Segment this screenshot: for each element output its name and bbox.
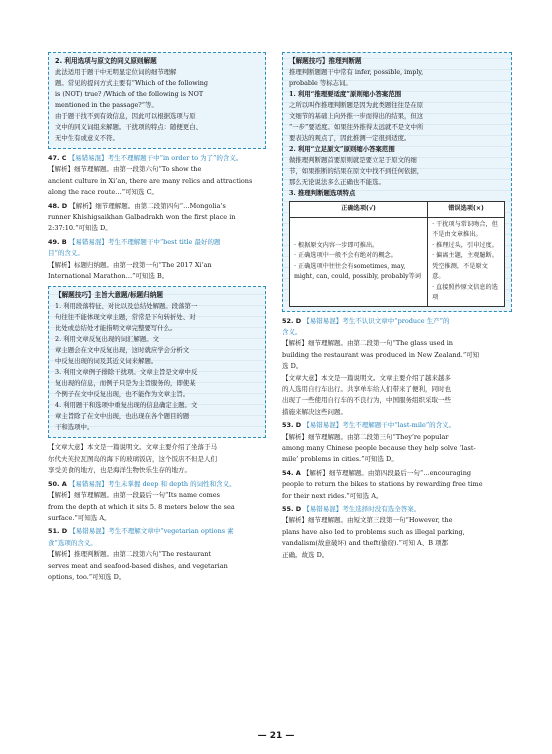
answer-tag: 【易错易混】考生未掌握 deep 和 depth 的词性和含义。 bbox=[68, 479, 236, 488]
answer-line: 【解析】推理判断题。由第二段第六句“The restaurant bbox=[48, 550, 212, 559]
answer-line: people to return the bikes to stations by rewarding free time bbox=[282, 480, 483, 489]
tip-line: 3. 推理判断题选项特点 bbox=[289, 189, 356, 197]
table-item: · 推理过头，引申过度。 bbox=[432, 241, 498, 249]
tip-line: 章主旨除了在文中出现，也出现在各个题目的题 bbox=[55, 412, 190, 421]
article-summary bbox=[282, 373, 512, 419]
tip-line: 题。常见的提问方式主要有“Which of the following bbox=[55, 79, 209, 87]
correct-options-cell bbox=[290, 217, 428, 306]
tip-line: 之所以叫作推理判断题是因为此类题往往是在原 bbox=[289, 101, 424, 109]
answer-line: International Marathon…”可知选 B。 bbox=[48, 272, 169, 281]
answer-number: 50. A bbox=[48, 479, 67, 488]
tip-title: 【解题技巧】主旨大意题/标题归纳题 bbox=[55, 291, 163, 300]
answer-52 bbox=[282, 316, 512, 373]
option-feature-table bbox=[289, 201, 505, 307]
tip-box-inference bbox=[282, 52, 512, 312]
tip-line: 文中的同义词组来解题。干扰项的特点：随便更白、 bbox=[55, 123, 202, 131]
answer-51 bbox=[48, 526, 266, 583]
answer-50 bbox=[48, 479, 266, 525]
tip-line: 此法适用于题干中无明显定位词的细节理解 bbox=[55, 68, 177, 76]
answer-tag: 【易错易混】考生不理解题干中“last-mile”的含义。 bbox=[303, 421, 456, 430]
tip-title: 2. 利用选项与原文的同义原则解题 bbox=[55, 57, 157, 65]
answer-number: 54. A bbox=[282, 468, 301, 477]
answer-line: 【解析】细节理解题。由短文第三段第一句“However, the bbox=[282, 516, 453, 525]
answer-number: 47. C bbox=[48, 154, 67, 162]
tip-line: 2. 利用“立足原文”原则缩小答案范围 bbox=[289, 145, 395, 153]
answer-49 bbox=[48, 237, 266, 283]
answer-tag: 【易错易混】考生选择时没有选全答案。 bbox=[303, 505, 421, 513]
answer-line: plans have also led to problems such as illegal parking, bbox=[282, 527, 465, 536]
answer-line: serves meat and seafood-based dishes, and vegetarian bbox=[48, 561, 228, 570]
answer-line: 【解析】标题归纳题。由第一段第一句“The 2017 Xi’an bbox=[48, 260, 212, 269]
answer-55 bbox=[282, 504, 512, 561]
wrong-options-cell bbox=[428, 217, 505, 306]
answer-line: 2:37:10.”可知选 D。 bbox=[48, 224, 112, 233]
tip-line: 章主题会在文中反复出现，这时就应学会分析文 bbox=[55, 346, 190, 355]
answer-line: 选 D。 bbox=[282, 362, 303, 371]
tip-line: 那么无论说法多么正确也不能选。 bbox=[289, 178, 385, 186]
tip-line: 1. 利用“推理要适度”原则缩小答案范围 bbox=[289, 90, 402, 98]
answer-line: ancient culture in Xi’an, there are many relics and attractions bbox=[48, 176, 253, 185]
answer-line: runner Khishigsaikhan Galbadrakh won the first place in bbox=[48, 213, 236, 222]
tip-line: 3. 利用文章例子排除干扰项。文章主旨是文章中反 bbox=[55, 368, 198, 377]
tip-line: 句往往不能体现文章主题，常常是下句转折处、对 bbox=[55, 313, 196, 322]
answer-line: vandalism(故意破坏) and theft(偷窃).”可知 A、B 项都 bbox=[282, 539, 449, 548]
table-item: · 干扰项与常识吻合，但不是由文章推出。 bbox=[432, 220, 498, 238]
answer-line: 食”选项的含义。 bbox=[48, 538, 97, 547]
table-item: · 偏离主题，主观臆断。凭空推测，不是原文意。 bbox=[432, 252, 498, 280]
page-number: — 21 — bbox=[257, 731, 295, 741]
answer-line: along the race route…”可知选 C。 bbox=[48, 188, 159, 197]
table-item: · 正确选项中往往会有sometimes, may, might, can, could, possibly, probably等词 bbox=[294, 262, 421, 280]
tip-line: 做推理判断题首要原则就是要立足于原文的细 bbox=[289, 156, 417, 164]
tip-line: 个例子在文中反复出现，也不能作为文章主旨。 bbox=[55, 390, 190, 399]
answer-number: 51. D bbox=[48, 527, 68, 536]
tip-line: 推理判断题题干中常有 infer, possible, imply, bbox=[289, 68, 424, 76]
tip-line: probable 等标志词。 bbox=[289, 79, 352, 87]
answer-line: from the depth at which it sits 5. 8 meters below the sea bbox=[48, 502, 235, 511]
table-item: · 直接照抄原文信息的选项 bbox=[432, 283, 498, 301]
tip-line: 要表达的观点了，因此推测一定很到适度。 bbox=[289, 134, 411, 142]
tip-line: 由于题干找不到有效信息，因此可以根据选项与原 bbox=[55, 112, 196, 120]
summary-line: 享受美食的地方，也是海洋生物快乐生存的地方。 bbox=[48, 466, 191, 475]
answer-number: 48. D bbox=[48, 201, 68, 210]
tip-line: 4. 利用题干和选项中重复出现的信息确定主题。文 bbox=[55, 401, 198, 410]
summary-line: 尔代夫芙拉瓦图岛的海下的玻璃饭店，这个饭店不但是人们 bbox=[48, 454, 217, 463]
answer-tag: 【易错易混】考生不认识文章中“produce 生产”的 bbox=[303, 316, 450, 325]
summary-line: 出现了一些使用自行车的不良行为，中国服务组织采取一些 bbox=[282, 396, 451, 405]
answer-line: building the restaurant was produced in New Zealand.”可知 bbox=[282, 350, 480, 359]
answer-line: 【解析】细节理解题。由第二段第一句“The glass used in bbox=[282, 339, 453, 348]
answer-53 bbox=[282, 420, 512, 466]
table-header-correct: 正确选项(√) bbox=[290, 202, 428, 218]
tip-line: 复出现的信息，而例子只是为主旨服务的，即使某 bbox=[55, 379, 196, 388]
answer-number: 49. B bbox=[48, 237, 67, 246]
tip-line: 文细节的基础上向外推一步而得出的结果，但这 bbox=[289, 112, 424, 120]
answer-line: mile’ problems in cities.”可知选 D。 bbox=[282, 455, 398, 464]
tip-line: is (NOT) true? /Which of the following is NOT bbox=[55, 90, 204, 98]
answer-line: 【解析】细节理解题。由第一段最后一句“Its name comes bbox=[48, 491, 220, 500]
answer-48 bbox=[48, 201, 266, 235]
answer-line: among many Chinese people because they help solve ‘last- bbox=[282, 443, 476, 452]
summary-line: 【文章大意】本文是一篇说明文。文章主要介绍了越来越多 bbox=[282, 373, 451, 382]
right-column bbox=[282, 52, 512, 561]
answer-line: options, too.”可知选 D。 bbox=[48, 572, 126, 581]
article-summary bbox=[48, 442, 266, 476]
answer-47 bbox=[48, 153, 266, 199]
answer-54 bbox=[282, 468, 512, 502]
tip-line: 比处或总结处才能指明文章完整要写什么。 bbox=[55, 324, 177, 333]
summary-line: 【文章大意】本文是一篇说明文。文章主要介绍了坐落于马 bbox=[48, 443, 217, 452]
tip-title: 【解题技巧】推理判断题 bbox=[289, 57, 362, 65]
summary-line: 措施来解决这些问题。 bbox=[282, 407, 347, 416]
table-header-wrong: 错误选项(×) bbox=[428, 202, 505, 218]
answer-line: for their next rides.”可知选 A。 bbox=[282, 491, 383, 500]
tip-line: 干和选项中。 bbox=[55, 423, 94, 432]
answer-line: 含义。 bbox=[282, 327, 302, 336]
answer-line: 正确。故选 D。 bbox=[282, 550, 329, 559]
answer-line: 【解析】细节理解题。由第二段第三句“They’re popular bbox=[282, 432, 449, 441]
tip-line: mentioned in the passage?”等。 bbox=[55, 101, 158, 109]
tip-box-synonym bbox=[48, 52, 266, 149]
answer-number: 55. D bbox=[282, 505, 302, 513]
tip-line: 中反复出现的词及其近义词来解题。 bbox=[55, 357, 158, 366]
tip-line: 1. 利用段落特征、对比以及总结处解题。段落第一 bbox=[55, 302, 198, 311]
answer-tag: 【解析】细节理解题。由第二段第四句“…Mongolia’s bbox=[69, 201, 226, 210]
table-item: · 根据原文内容一步即可推出。 bbox=[294, 241, 379, 249]
answer-tag: 【易错易混】考生不理解文章中“vegetarian options 素 bbox=[69, 527, 234, 536]
answer-line: surface.”可知选 A。 bbox=[48, 513, 111, 522]
tip-box-main-idea bbox=[48, 286, 266, 438]
answer-number: 53. D bbox=[282, 421, 302, 430]
tip-line: 无中生有或意义不符。 bbox=[55, 134, 119, 142]
table-item: · 正确选项中一般不会有绝对的概念。 bbox=[294, 252, 397, 259]
tip-line: 2. 利用文章反复出现的词汇解题。文 bbox=[55, 335, 159, 344]
answer-line: 【解析】细节理解题。由第一段第六句“To show the bbox=[48, 165, 202, 174]
left-column bbox=[48, 52, 266, 583]
answer-tag: 【易错易混】考生不理解题干中“in order to 为了”的含义。 bbox=[68, 154, 243, 162]
summary-line: 的人选用自行车出行。共享单车给人们带来了便利，同时也 bbox=[282, 384, 451, 393]
answer-line: 目”的含义。 bbox=[48, 249, 84, 258]
answer-tag: 【易错易混】考生不理解题干中“best title 最好的题 bbox=[68, 237, 221, 246]
tip-line: “一步”要适度。如果往外推得太远就不是文中所 bbox=[289, 123, 424, 131]
answer-tag: 【解析】细节理解题。由第四段最后一句“…encouraging bbox=[302, 468, 472, 477]
tip-line: 节，如果推断的结果在原文中找不到任何依据， bbox=[289, 167, 424, 175]
answer-number: 52. D bbox=[282, 316, 302, 325]
